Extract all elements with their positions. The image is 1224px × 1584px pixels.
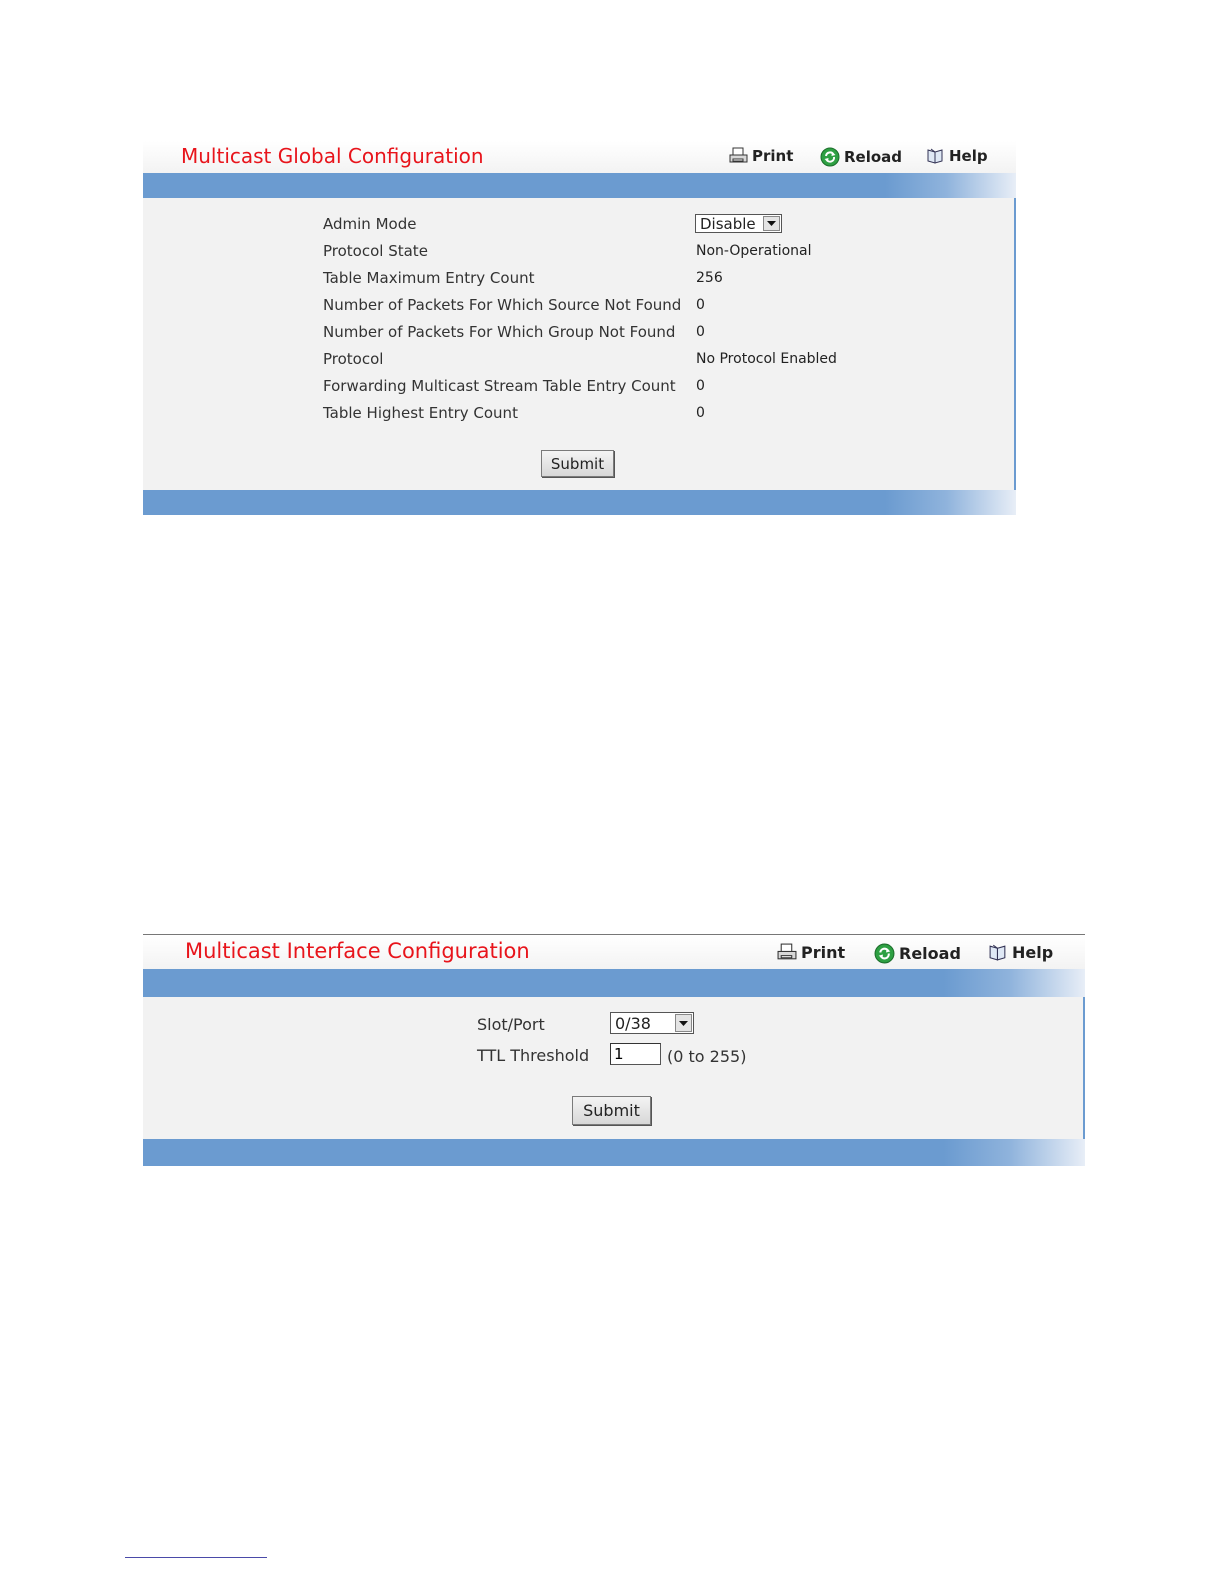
protocol-label: Protocol <box>323 350 384 368</box>
slot-port-value: 0/38 <box>615 1013 651 1033</box>
table-max-entry-value: 256 <box>696 270 723 286</box>
footer-bar <box>143 490 1016 515</box>
print-label: Print <box>801 943 846 962</box>
interface-config-panel <box>143 934 1085 1166</box>
print-button[interactable] <box>729 147 793 165</box>
ttl-threshold-input[interactable] <box>610 1043 661 1065</box>
slot-port-label: Slot/Port <box>477 1015 545 1034</box>
submit-button[interactable]: Submit <box>541 450 614 477</box>
dropdown-arrow-icon <box>675 1014 692 1032</box>
page-title: Multicast Global Configuration <box>181 144 484 168</box>
reload-label: Reload <box>899 944 961 963</box>
group-not-found-label: Number of Packets For Which Group Not Found <box>323 323 676 341</box>
source-not-found-label: Number of Packets For Which Source Not Found <box>323 296 682 314</box>
dropdown-arrow-icon <box>763 216 780 231</box>
table-highest-entry-label: Table Highest Entry Count <box>323 404 518 422</box>
source-not-found-value: 0 <box>696 297 705 313</box>
table-max-entry-label: Table Maximum Entry Count <box>323 269 535 287</box>
reload-icon <box>820 147 840 167</box>
ttl-threshold-label: TTL Threshold <box>477 1046 590 1065</box>
header-bar <box>143 173 1016 198</box>
help-book-icon <box>988 943 1008 962</box>
page-title: Multicast Interface Configuration <box>185 939 530 963</box>
submit-button[interactable]: Submit <box>572 1096 651 1125</box>
reload-button[interactable] <box>874 943 961 964</box>
footer-rule <box>125 1557 267 1558</box>
group-not-found-value: 0 <box>696 324 705 340</box>
print-label: Print <box>752 147 794 165</box>
footer-bar <box>143 1139 1085 1166</box>
table-highest-entry-value: 0 <box>696 405 705 421</box>
slot-port-select[interactable] <box>610 1012 694 1034</box>
help-button[interactable] <box>988 943 1053 962</box>
protocol-state-value: Non-Operational <box>696 243 812 259</box>
help-book-icon <box>926 147 945 165</box>
printer-icon <box>729 147 748 165</box>
protocol-value: No Protocol Enabled <box>696 351 837 367</box>
admin-mode-select[interactable] <box>695 214 782 233</box>
printer-icon <box>777 943 797 962</box>
reload-label: Reload <box>844 148 903 166</box>
ttl-range-hint: (0 to 255) <box>667 1047 747 1066</box>
help-label: Help <box>949 147 988 165</box>
panel-body <box>143 198 1016 490</box>
help-label: Help <box>1012 943 1054 962</box>
admin-mode-value: Disable <box>700 214 756 233</box>
protocol-state-label: Protocol State <box>323 242 428 260</box>
help-button[interactable] <box>926 147 988 165</box>
global-config-panel <box>143 141 1016 515</box>
reload-icon <box>874 943 895 964</box>
header-bar <box>143 969 1085 997</box>
stream-table-entry-value: 0 <box>696 378 705 394</box>
reload-button[interactable] <box>820 147 902 167</box>
print-button[interactable] <box>777 943 845 962</box>
panel-header <box>143 141 1016 173</box>
admin-mode-label: Admin Mode <box>323 215 417 233</box>
panel-body <box>143 997 1085 1139</box>
stream-table-entry-label: Forwarding Multicast Stream Table Entry Count <box>323 377 676 395</box>
panel-header <box>143 935 1085 969</box>
